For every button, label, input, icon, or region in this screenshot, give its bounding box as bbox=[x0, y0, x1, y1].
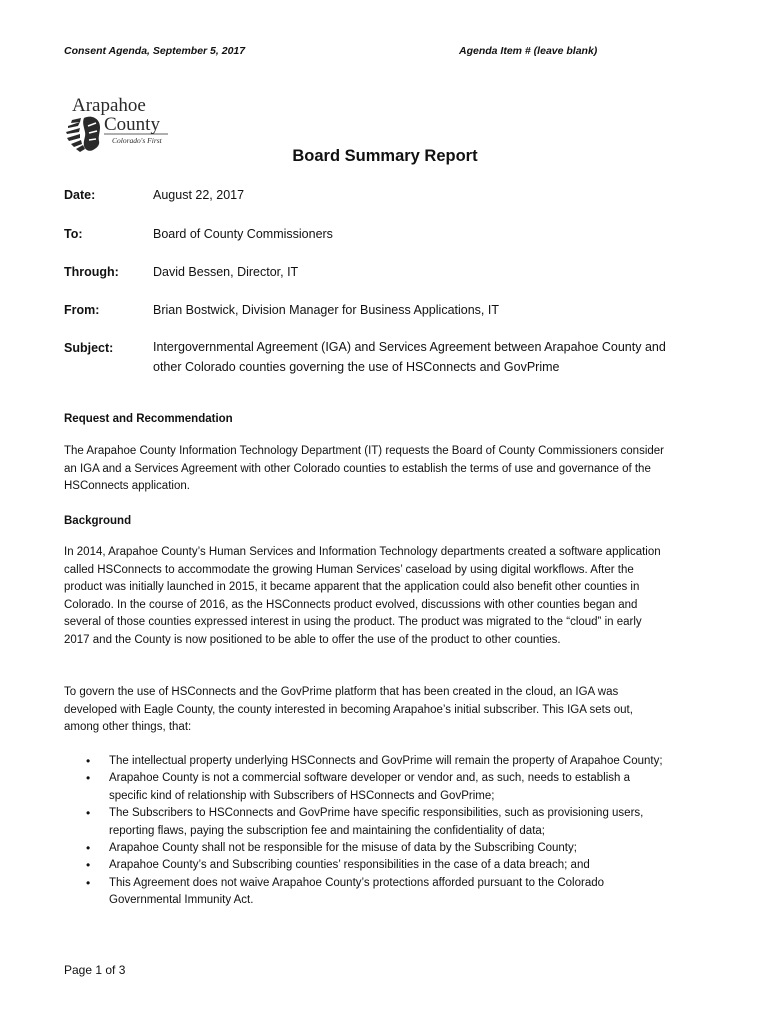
logo-text-county: County bbox=[104, 114, 160, 135]
header-consent-agenda: Consent Agenda, September 5, 2017 bbox=[64, 45, 246, 57]
list-item: • Arapahoe County’s and Subscribing counties’ responsibilities in the case of a data breach; and bbox=[64, 857, 664, 874]
subject-label: Subject: bbox=[64, 341, 114, 355]
request-paragraph: The Arapahoe County Information Technology Department (IT) requests the Board of County Commissioners consider an IGA and a Services Agreement with other Colorado counties to establish the terms of use and governance of the HSConnects application. bbox=[64, 445, 665, 493]
request-heading: Request and Recommendation bbox=[64, 413, 233, 425]
header-agenda-item: Agenda Item # (leave blank) bbox=[459, 45, 598, 57]
list-item: • The Subscribers to HSConnects and GovPrime have specific responsibilities, such as provisioning users, reporting flaws, paying the subscription fee and maintaining the confidentiality of data; bbox=[64, 805, 664, 840]
iga-terms-list bbox=[64, 753, 664, 910]
list-item: • The intellectual property underlying HSConnects and GovPrime will remain the property of Arapahoe County; bbox=[64, 753, 664, 770]
list-item: • Arapahoe County shall not be responsible for the misuse of data by the Subscribing County; bbox=[64, 840, 664, 857]
logo-tagline: Colorado's First bbox=[112, 136, 162, 145]
from-value: Brian Bostwick, Division Manager for Business Applications, IT bbox=[153, 303, 499, 317]
background-heading: Background bbox=[64, 515, 132, 527]
through-value: David Bessen, Director, IT bbox=[153, 265, 299, 279]
date-value: August 22, 2017 bbox=[153, 188, 245, 202]
logo-text-arapahoe: Arapahoe bbox=[72, 95, 146, 116]
list-item: • This Agreement does not waive Arapahoe County’s protections afforded pursuant to the Colorado Governmental Immunity Act. bbox=[64, 875, 664, 910]
date-label: Date: bbox=[64, 188, 96, 202]
background-paragraph-2: To govern the use of HSConnects and the GovPrime platform that has been created in the cloud, an IGA was developed with Eagle County, the county interested in becoming Arapahoe’s initial subscriber. This IGA sets out, among other things, that: bbox=[64, 686, 633, 734]
subject-value: Intergovernmental Agreement (IGA) and Services Agreement between Arapahoe County and other Colorado counties governing the use of HSConnects and GovPrime bbox=[153, 340, 666, 374]
through-label: Through: bbox=[64, 265, 119, 279]
logo-emblem-icon bbox=[62, 92, 182, 154]
list-item: • Arapahoe County is not a commercial software developer or vendor and, as such, needs to establish a specific kind of relationship with Subscribers of HSConnects and GovPrime; bbox=[64, 770, 664, 805]
to-label: To: bbox=[64, 227, 83, 241]
arapahoe-county-logo bbox=[62, 92, 182, 154]
to-value: Board of County Commissioners bbox=[153, 227, 333, 241]
page-number: Page 1 of 3 bbox=[64, 963, 126, 977]
from-label: From: bbox=[64, 303, 100, 317]
page-title: Board Summary Report bbox=[292, 147, 478, 165]
background-paragraph-1: In 2014, Arapahoe County’s Human Services and Information Technology departments created a software application called HSConnects to accommodate the growing Human Services’ caseload by using digital workflows. After the product was initially launched in 2015, it became apparent that the application could also benefit other counties in Colorado. In the course of 2016, as the HSConnects product evolved, discussions with other counties began and several of those counties expressed interest in using the product. The product was migrated to the “cloud” in early 2017 and the County is now positioned to be able to offer the use of the product to other counties. bbox=[64, 546, 661, 646]
